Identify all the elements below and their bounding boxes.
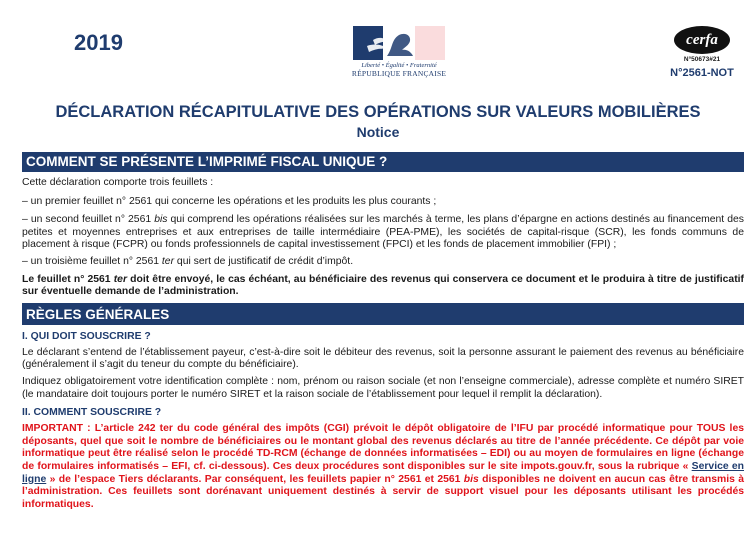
cerfa-logo-icon: cerfa [674, 26, 730, 54]
presentation-intro: Cette déclaration comporte trois feuillets : [22, 177, 214, 188]
marianne-devise: Liberté • Égalité • Fraternité [361, 62, 437, 69]
cerfa-number: N°50673#21 [683, 56, 721, 63]
presentation-item-2: – un second feuillet n° 2561 bis qui comprend les opérations réalisées sur les marchés à terme, les plans d’épargne en actions destinés au financement des petites et moyennes entreprises et aux entreprises de taille intermédiaire (PEA-PME), les sociétés de capital-risque (SCR), les fonds communs de placement à risque (FCPR) ou fonds professionnels de capital investissement (FPCI) et les fonds de placement immobilier (FPI) ; [22, 214, 744, 251]
service-en-ligne-link[interactable]: Service en ligne [22, 460, 744, 485]
form-reference: N°2561-NOT [670, 67, 734, 79]
presentation-note: Le feuillet n° 2561 ter doit être envoyé, le cas échéant, au bénéficiaire des revenus qui conservera ce document et le produira à titre de justificatif sur éventuelle demande de l’administration. [22, 273, 745, 298]
subheading-comment-souscrire: II. COMMENT SOUSCRIRE ? [22, 407, 162, 419]
presentation-item-1: – un premier feuillet n° 2561 qui concerne les opérations et les produits les plus courants ; [22, 195, 437, 207]
cerfa-block [662, 26, 742, 79]
regles-paragraph-2: Indiquez obligatoirement votre identification complète : nom, prénom ou raison sociale (et non l’enseigne commerciale), adresse complète et numéro SIRET (le mandataire doit toujours porter le numéro SIRET et la raison sociale de l’établissement pour lequel il remplit la déclaration). [22, 375, 744, 400]
document-title: DÉCLARATION RÉCAPITULATIVE DES OPÉRATIONS SUR VALEURS MOBILIÈRES [55, 103, 701, 121]
subheading-qui-doit-souscrire: I. QUI DOIT SOUSCRIRE ? [22, 330, 151, 342]
important-notice: IMPORTANT : L’article 242 ter du code général des impôts (CGI) prévoit le dépôt obligatoire de l’IFU par procédé informatique pour TOUS les déposants, quel que soit le nombre de bénéficiaires ou le montant global des revenus déclarés au titre de l’année précédente. Ce dépôt par voie informatique peut être réalisé selon le procédé TD-RCM (échange de données informatisées – EDI) ou au moyen de formulaires en ligne (échange de formulaires informatisés – EFI, cf. ci-dessous). Ces deux procédures sont disponibles sur le site impots.gouv.fr, sous la rubrique « Service en ligne » de l’espace Tiers déclarants. Par conséquent, les feuillets papier n° 2561 et 2561 bis disponibles ne doivent en aucun cas être transmis à l’administration. Ces feuillets sont dorénavant uniquement destinés à servir de support visuel pour les déposants utilisant les procédés informatiques. [22, 423, 745, 510]
marianne-logo-icon [353, 26, 445, 60]
marianne-logo [350, 26, 448, 78]
marianne-republique: RÉPUBLIQUE FRANÇAISE [351, 69, 447, 78]
regles-paragraph-1: Le déclarant s’entend de l’établissement payeur, c’est-à-dire soit le débiteur des revenus, soit la personne assurant le paiement des revenus au bénéficiaire (généralement il s’agit du teneur du compte du bénéficiaire). [22, 346, 744, 371]
document-subtitle: Notice [356, 124, 400, 140]
section-heading-presentation: COMMENT SE PRÉSENTE L’IMPRIMÉ FISCAL UNIQUE ? [22, 152, 744, 172]
form-year: 2019 [74, 30, 123, 55]
notice-content [22, 152, 744, 511]
section-heading-regles: RÈGLES GÉNÉRALES [22, 303, 744, 325]
presentation-item-3: – un troisième feuillet n° 2561 ter qui sert de justificatif de crédit d’impôt. [22, 255, 354, 267]
